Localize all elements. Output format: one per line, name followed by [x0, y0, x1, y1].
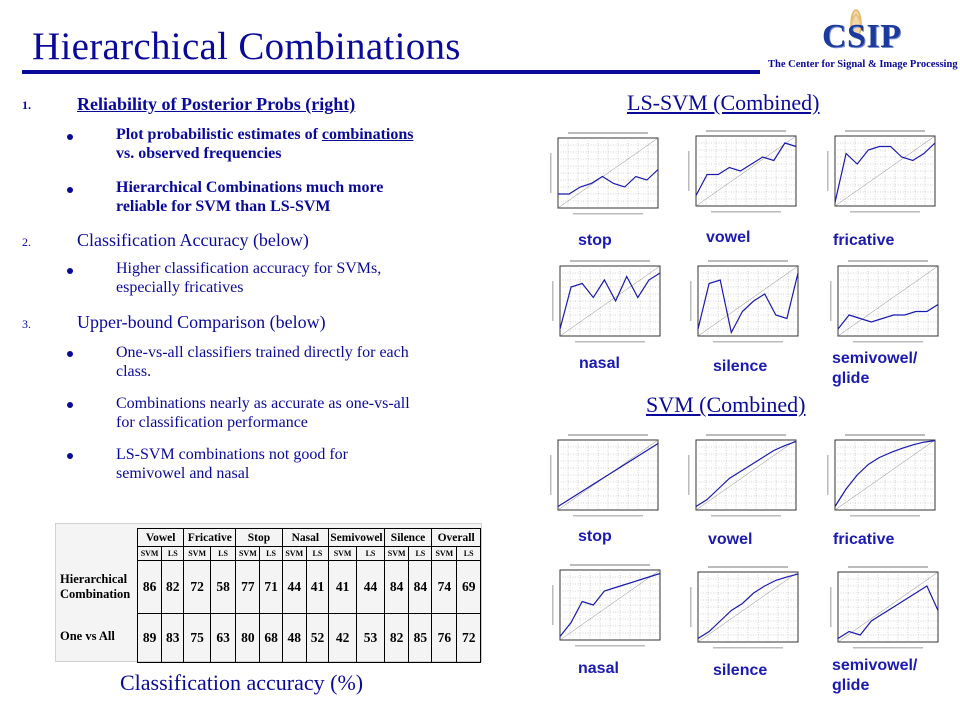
ls-svm-vowel-label: vowel [706, 229, 751, 246]
item-3-number: 3. [22, 317, 31, 331]
plot-ylabel-smudge [550, 455, 552, 495]
item-3-bullet-2: Combinations nearly as accurate as one-vs-all for classification performance [116, 395, 410, 431]
svm-stop-label: stop [578, 528, 612, 545]
table-subheader: SVM [432, 547, 457, 561]
accuracy-table-panel [55, 523, 482, 662]
bullet-dot [67, 453, 73, 459]
table-cell: 44 [282, 561, 306, 614]
page-title: Hierarchical Combinations [32, 25, 461, 68]
table-subheader: SVM [282, 547, 306, 561]
plot-xlabel-smudge [853, 341, 923, 343]
table-cell: 72 [457, 614, 481, 663]
bullet-dot [67, 351, 73, 357]
plot-title-smudge [708, 566, 788, 568]
plot-xlabel-smudge [711, 211, 781, 213]
table-subheader: SVM [329, 547, 357, 561]
table-cell: 52 [306, 614, 328, 663]
table-subheader: LS [357, 547, 385, 561]
plot-title-smudge [570, 564, 650, 566]
svm-section-label: SVM (Combined) [646, 392, 806, 417]
table-group-header: Vowel [138, 529, 184, 547]
table-cell: 83 [162, 614, 184, 663]
table-group-header: Overall [432, 529, 481, 547]
svm-silence-plot [688, 564, 806, 650]
table-cell: 53 [357, 614, 385, 663]
logo-wordmark: CSIP [822, 18, 902, 55]
title-underline [22, 70, 760, 74]
table-cell: 75 [184, 614, 210, 663]
plot-xlabel-smudge [711, 515, 781, 517]
table-subheader: LS [457, 547, 481, 561]
bullet-dot [67, 268, 73, 274]
table-cell: 89 [138, 614, 162, 663]
accuracy-table [137, 528, 481, 663]
svm-semivowel-label: semivowel/ glide [832, 657, 918, 694]
row-label-hierarchical: Hierarchical Combination [60, 572, 131, 601]
table-group-header: Semivowel [329, 529, 385, 547]
logo-subtitle: The Center for Signal & Image Processing [768, 59, 958, 70]
plot-xlabel-smudge [575, 645, 645, 647]
table-cell: 72 [184, 561, 210, 614]
ls-svm-nasal-label: nasal [579, 355, 620, 372]
svm-nasal-plot [550, 562, 668, 648]
table-group-header: Fricative [184, 529, 236, 547]
ls-svm-semivowel-label: semivowel/ glide [832, 350, 918, 387]
plot-title-smudge [845, 434, 925, 436]
plot-ylabel-smudge [552, 281, 554, 321]
plot-xlabel-smudge [713, 341, 783, 343]
ls-svm-stop-plot [548, 130, 666, 216]
ls-svm-vowel-plot [686, 128, 804, 214]
table-cell: 86 [138, 561, 162, 614]
plot-title-smudge [708, 260, 788, 262]
svm-vowel-label: vowel [708, 531, 753, 548]
table-subheader: SVM [184, 547, 210, 561]
table-subheader: LS [162, 547, 184, 561]
ls-svm-semivowel-plot [828, 258, 946, 344]
plot-xlabel-smudge [713, 647, 783, 649]
table-subheader: SVM [384, 547, 409, 561]
table-cell: 63 [210, 614, 235, 663]
ls-svm-fricative-label: fricative [833, 232, 895, 249]
svm-silence-label: silence [713, 662, 768, 679]
ls-svm-silence-plot [688, 258, 806, 344]
plot-ylabel-smudge [830, 281, 832, 321]
table-cell: 71 [260, 561, 282, 614]
plot-xlabel-smudge [853, 647, 923, 649]
table-cell: 76 [432, 614, 457, 663]
table-cell: 82 [384, 614, 409, 663]
table-subheader: LS [210, 547, 235, 561]
svm-vowel-plot [686, 432, 804, 518]
item-2-heading: Classification Accuracy (below) [77, 230, 309, 250]
table-subheader: SVM [138, 547, 162, 561]
plot-title-smudge [848, 566, 928, 568]
plot-xlabel-smudge [575, 341, 645, 343]
svm-nasal-label: nasal [578, 660, 619, 677]
svm-fricative-plot [825, 432, 943, 518]
plot-title-smudge [848, 260, 928, 262]
item-1-bullet-2: Hierarchical Combinations much more reliable for SVM than LS-SVM [116, 179, 384, 215]
bullet-dot [67, 402, 73, 408]
svm-stop-plot [548, 432, 666, 518]
ls-svm-stop-label: stop [578, 232, 612, 249]
table-subheader: LS [409, 547, 432, 561]
plot-ylabel-smudge [688, 151, 690, 191]
table-group-header: Nasal [282, 529, 328, 547]
ls-svm-fricative-plot [825, 128, 943, 214]
plot-title-smudge [706, 130, 786, 132]
plot-xlabel-smudge [850, 515, 920, 517]
table-group-header: Stop [236, 529, 282, 547]
plot-ylabel-smudge [550, 153, 552, 193]
table-caption: Classification accuracy (%) [120, 670, 364, 695]
plot-ylabel-smudge [827, 151, 829, 191]
item-1-heading: Reliability of Posterior Probs (right) [77, 94, 356, 114]
table-cell: 58 [210, 561, 235, 614]
plot-ylabel-smudge [688, 455, 690, 495]
svm-semivowel-plot [828, 564, 946, 650]
plot-ylabel-smudge [830, 587, 832, 627]
plot-title-smudge [706, 434, 786, 436]
table-subheader: LS [260, 547, 282, 561]
item-2-number: 2. [22, 235, 31, 249]
table-cell: 77 [236, 561, 260, 614]
table-cell: 74 [432, 561, 457, 614]
plot-xlabel-smudge [573, 213, 643, 215]
table-cell: 69 [457, 561, 481, 614]
table-cell: 82 [162, 561, 184, 614]
ls-svm-nasal-plot [550, 258, 668, 344]
table-subheader: LS [306, 547, 328, 561]
item-1-number: 1. [22, 98, 31, 112]
table-cell: 42 [329, 614, 357, 663]
item-3-bullet-3: LS-SVM combinations not good for semivowel and nasal [116, 446, 348, 482]
plot-xlabel-smudge [850, 211, 920, 213]
item-1-bullet-1: Plot probabilistic estimates of combinations vs. observed frequencies [116, 126, 414, 162]
plot-ylabel-smudge [690, 587, 692, 627]
plot-ylabel-smudge [827, 455, 829, 495]
ls-svm-silence-label: silence [713, 358, 768, 375]
table-cell: 84 [384, 561, 409, 614]
bullet-dot [67, 134, 73, 140]
row-label-one-vs-all: One vs All [60, 629, 115, 643]
plot-title-smudge [568, 132, 648, 134]
table-subheader: SVM [236, 547, 260, 561]
table-cell: 41 [329, 561, 357, 614]
table-cell: 84 [409, 561, 432, 614]
ls-svm-section-label: LS-SVM (Combined) [627, 90, 820, 115]
table-cell: 48 [282, 614, 306, 663]
plot-title-smudge [845, 130, 925, 132]
plot-ylabel-smudge [690, 281, 692, 321]
item-3-bullet-1: One-vs-all classifiers trained directly for each class. [116, 344, 409, 380]
table-cell: 68 [260, 614, 282, 663]
table-cell: 44 [357, 561, 385, 614]
item-2-bullet-1: Higher classification accuracy for SVMs, especially fricatives [116, 260, 382, 296]
table-cell: 85 [409, 614, 432, 663]
svm-fricative-label: fricative [833, 531, 895, 548]
plot-title-smudge [568, 434, 648, 436]
plot-ylabel-smudge [552, 585, 554, 625]
table-cell: 41 [306, 561, 328, 614]
table-group-header: Silence [384, 529, 431, 547]
table-cell: 80 [236, 614, 260, 663]
item-3-heading: Upper-bound Comparison (below) [77, 312, 326, 332]
plot-title-smudge [570, 260, 650, 262]
bullet-dot [67, 187, 73, 193]
plot-xlabel-smudge [573, 515, 643, 517]
